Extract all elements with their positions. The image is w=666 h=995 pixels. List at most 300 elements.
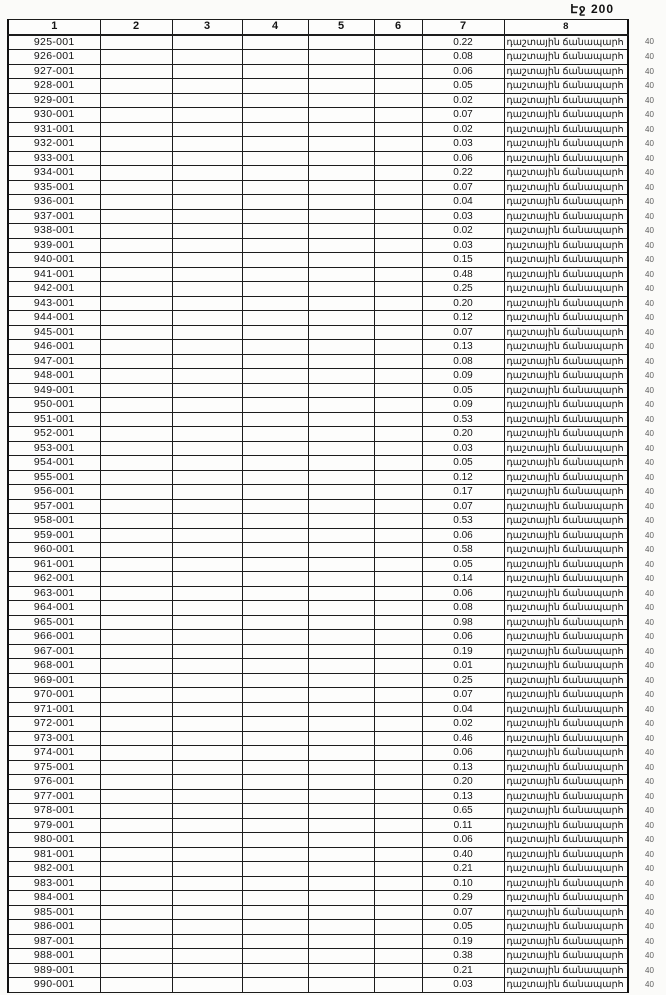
empty-cell-4 bbox=[242, 93, 308, 108]
row-id: 947-001 bbox=[8, 354, 100, 369]
empty-cell-2 bbox=[100, 383, 172, 398]
edge-fragment: 40 bbox=[645, 733, 654, 743]
empty-cell-4 bbox=[242, 876, 308, 891]
edge-fragment: 40 bbox=[645, 66, 654, 76]
empty-cell-3 bbox=[172, 108, 242, 123]
empty-cell-5 bbox=[308, 615, 374, 630]
empty-cell-6 bbox=[374, 122, 422, 137]
row-road-label: դաշտային ճանապարհ bbox=[504, 876, 628, 891]
row-value: 0.25 bbox=[422, 673, 504, 688]
empty-cell-3 bbox=[172, 354, 242, 369]
edge-fragment: 40 bbox=[645, 124, 654, 134]
empty-cell-6 bbox=[374, 282, 422, 297]
empty-cell-3 bbox=[172, 209, 242, 224]
empty-cell-6 bbox=[374, 383, 422, 398]
empty-cell-5 bbox=[308, 746, 374, 761]
empty-cell-2 bbox=[100, 601, 172, 616]
edge-fragment: 40 bbox=[645, 603, 654, 612]
empty-cell-6 bbox=[374, 79, 422, 94]
empty-cell-6 bbox=[374, 514, 422, 529]
empty-cell-5 bbox=[308, 847, 374, 862]
table-row bbox=[8, 804, 666, 819]
row-id: 939-001 bbox=[8, 238, 100, 253]
table-row bbox=[8, 876, 666, 891]
empty-cell-3 bbox=[172, 615, 242, 630]
empty-cell-2 bbox=[100, 224, 172, 239]
empty-cell-4 bbox=[242, 267, 308, 282]
empty-cell-2 bbox=[100, 325, 172, 340]
scan-margin-header bbox=[628, 20, 666, 35]
row-id: 937-001 bbox=[8, 209, 100, 224]
row-id: 972-001 bbox=[8, 717, 100, 732]
empty-cell-2 bbox=[100, 456, 172, 471]
edge-fragment: 40 bbox=[645, 487, 654, 496]
empty-cell-3 bbox=[172, 137, 242, 152]
empty-cell-2 bbox=[100, 760, 172, 775]
row-road-label: դաշտային ճանապարհ bbox=[504, 108, 628, 123]
table-row bbox=[8, 50, 666, 65]
table-row bbox=[8, 789, 666, 804]
row-id: 985-001 bbox=[8, 905, 100, 920]
empty-cell-4 bbox=[242, 644, 308, 659]
empty-cell-5 bbox=[308, 586, 374, 601]
row-road-label: դաշտային ճանապարհ bbox=[504, 267, 628, 282]
empty-cell-6 bbox=[374, 572, 422, 587]
empty-cell-4 bbox=[242, 108, 308, 123]
empty-cell-2 bbox=[100, 209, 172, 224]
empty-cell-2 bbox=[100, 920, 172, 935]
row-value: 0.05 bbox=[422, 920, 504, 935]
empty-cell-2 bbox=[100, 282, 172, 297]
edge-fragment: 40 bbox=[645, 878, 654, 888]
empty-cell-2 bbox=[100, 311, 172, 326]
row-road-label: դաշտային ճանապարհ bbox=[504, 209, 628, 224]
empty-cell-4 bbox=[242, 920, 308, 935]
row-road-label: դաշտային ճանապարհ bbox=[504, 499, 628, 514]
row-road-label: դաշտային ճանապարհ bbox=[504, 122, 628, 137]
row-id: 957-001 bbox=[8, 499, 100, 514]
row-id: 961-001 bbox=[8, 557, 100, 572]
row-road-label: դաշտային ճանապարհ bbox=[504, 789, 628, 804]
empty-cell-3 bbox=[172, 499, 242, 514]
empty-cell-2 bbox=[100, 514, 172, 529]
row-value: 0.06 bbox=[422, 746, 504, 761]
empty-cell-2 bbox=[100, 702, 172, 717]
empty-cell-5 bbox=[308, 514, 374, 529]
empty-cell-2 bbox=[100, 354, 172, 369]
row-road-label: դաշտային ճանապարհ bbox=[504, 93, 628, 108]
empty-cell-3 bbox=[172, 35, 242, 50]
empty-cell-4 bbox=[242, 340, 308, 355]
empty-cell-2 bbox=[100, 79, 172, 94]
edge-fragment: 40 bbox=[645, 835, 654, 844]
page-number-label: Էջ 200 bbox=[570, 2, 614, 16]
row-id: 977-001 bbox=[8, 789, 100, 804]
empty-cell-4 bbox=[242, 470, 308, 485]
row-id: 971-001 bbox=[8, 702, 100, 717]
row-id: 950-001 bbox=[8, 398, 100, 413]
row-id: 962-001 bbox=[8, 572, 100, 587]
row-value: 0.53 bbox=[422, 412, 504, 427]
edge-fragment: 40 bbox=[645, 646, 654, 656]
edge-fragment: 40 bbox=[645, 255, 654, 264]
empty-cell-2 bbox=[100, 485, 172, 500]
empty-cell-6 bbox=[374, 934, 422, 949]
table-row bbox=[8, 253, 666, 268]
empty-cell-2 bbox=[100, 818, 172, 833]
row-road-label: դաշտային ճանապարհ bbox=[504, 543, 628, 558]
table-row bbox=[8, 601, 666, 616]
edge-fragment: 40 bbox=[645, 52, 654, 61]
row-road-label: դաշտային ճանապարհ bbox=[504, 586, 628, 601]
row-road-label: դաշտային ճանապարհ bbox=[504, 528, 628, 543]
empty-cell-4 bbox=[242, 122, 308, 137]
edge-fragment: 40 bbox=[645, 226, 654, 235]
table-row bbox=[8, 862, 666, 877]
row-road-label: դաշտային ճանապարհ bbox=[504, 818, 628, 833]
empty-cell-5 bbox=[308, 296, 374, 311]
row-road-label: դաշտային ճանապարհ bbox=[504, 934, 628, 949]
empty-cell-3 bbox=[172, 282, 242, 297]
row-value: 0.05 bbox=[422, 557, 504, 572]
empty-cell-4 bbox=[242, 64, 308, 79]
row-id: 938-001 bbox=[8, 224, 100, 239]
table-row bbox=[8, 673, 666, 688]
row-value: 0.07 bbox=[422, 108, 504, 123]
empty-cell-4 bbox=[242, 731, 308, 746]
empty-cell-2 bbox=[100, 789, 172, 804]
row-road-label: դաշտային ճանապարհ bbox=[504, 760, 628, 775]
empty-cell-2 bbox=[100, 659, 172, 674]
empty-cell-5 bbox=[308, 35, 374, 50]
row-id: 958-001 bbox=[8, 514, 100, 529]
edge-fragment: 40 bbox=[645, 820, 654, 830]
table-row bbox=[8, 340, 666, 355]
row-id: 944-001 bbox=[8, 311, 100, 326]
empty-cell-6 bbox=[374, 195, 422, 210]
table-row bbox=[8, 122, 666, 137]
row-id: 934-001 bbox=[8, 166, 100, 181]
row-road-label: դաշտային ճանապարհ bbox=[504, 963, 628, 978]
row-road-label: դաշտային ճանապարհ bbox=[504, 688, 628, 703]
empty-cell-4 bbox=[242, 775, 308, 790]
column-header-8: 8 bbox=[504, 20, 628, 35]
empty-cell-6 bbox=[374, 50, 422, 65]
row-road-label: դաշտային ճանապարհ bbox=[504, 659, 628, 674]
edge-fragment: 40 bbox=[645, 545, 654, 554]
row-id: 949-001 bbox=[8, 383, 100, 398]
table-row bbox=[8, 543, 666, 558]
row-id: 963-001 bbox=[8, 586, 100, 601]
empty-cell-5 bbox=[308, 325, 374, 340]
empty-cell-4 bbox=[242, 398, 308, 413]
empty-cell-3 bbox=[172, 963, 242, 978]
row-value: 0.06 bbox=[422, 151, 504, 166]
empty-cell-2 bbox=[100, 644, 172, 659]
edge-fragment: 40 bbox=[645, 356, 654, 366]
row-value: 0.05 bbox=[422, 79, 504, 94]
empty-cell-3 bbox=[172, 412, 242, 427]
edge-fragment: 40 bbox=[645, 762, 654, 772]
edge-fragment: 40 bbox=[645, 313, 654, 322]
row-id: 974-001 bbox=[8, 746, 100, 761]
edge-fragment: 40 bbox=[645, 458, 654, 467]
empty-cell-5 bbox=[308, 891, 374, 906]
empty-cell-4 bbox=[242, 427, 308, 442]
table-row bbox=[8, 717, 666, 732]
empty-cell-5 bbox=[308, 195, 374, 210]
row-road-label: դաշտային ճանապարհ bbox=[504, 224, 628, 239]
empty-cell-6 bbox=[374, 862, 422, 877]
table-row bbox=[8, 528, 666, 543]
empty-cell-3 bbox=[172, 340, 242, 355]
empty-cell-4 bbox=[242, 369, 308, 384]
table-row bbox=[8, 354, 666, 369]
column-header-1: 1 bbox=[8, 20, 100, 35]
row-value: 0.06 bbox=[422, 64, 504, 79]
row-road-label: դաշտային ճանապարհ bbox=[504, 137, 628, 152]
row-id: 959-001 bbox=[8, 528, 100, 543]
empty-cell-5 bbox=[308, 876, 374, 891]
empty-cell-4 bbox=[242, 296, 308, 311]
table-row bbox=[8, 833, 666, 848]
row-road-label: դաշտային ճանապարհ bbox=[504, 151, 628, 166]
edge-fragment: 40 bbox=[645, 501, 654, 511]
empty-cell-6 bbox=[374, 456, 422, 471]
empty-cell-6 bbox=[374, 543, 422, 558]
table-row bbox=[8, 195, 666, 210]
empty-cell-2 bbox=[100, 833, 172, 848]
empty-cell-5 bbox=[308, 209, 374, 224]
empty-cell-4 bbox=[242, 601, 308, 616]
row-id: 983-001 bbox=[8, 876, 100, 891]
empty-cell-3 bbox=[172, 441, 242, 456]
table-row bbox=[8, 949, 666, 964]
row-id: 984-001 bbox=[8, 891, 100, 906]
empty-cell-4 bbox=[242, 180, 308, 195]
empty-cell-3 bbox=[172, 862, 242, 877]
table-row bbox=[8, 731, 666, 746]
empty-cell-2 bbox=[100, 876, 172, 891]
empty-cell-3 bbox=[172, 760, 242, 775]
edge-fragment: 40 bbox=[645, 211, 654, 221]
empty-cell-3 bbox=[172, 224, 242, 239]
edge-fragment: 40 bbox=[645, 153, 654, 163]
row-road-label: դաշտային ճանապարհ bbox=[504, 615, 628, 630]
header-row bbox=[8, 20, 666, 35]
empty-cell-5 bbox=[308, 427, 374, 442]
empty-cell-5 bbox=[308, 833, 374, 848]
row-road-label: դաշտային ճանապարհ bbox=[504, 630, 628, 645]
empty-cell-6 bbox=[374, 35, 422, 50]
table-row bbox=[8, 311, 666, 326]
empty-cell-6 bbox=[374, 412, 422, 427]
empty-cell-4 bbox=[242, 905, 308, 920]
row-value: 0.04 bbox=[422, 702, 504, 717]
row-road-label: դաշտային ճանապարհ bbox=[504, 717, 628, 732]
row-value: 0.02 bbox=[422, 122, 504, 137]
empty-cell-3 bbox=[172, 876, 242, 891]
edge-fragment: 40 bbox=[645, 240, 654, 250]
empty-cell-3 bbox=[172, 818, 242, 833]
row-id: 931-001 bbox=[8, 122, 100, 137]
empty-cell-6 bbox=[374, 905, 422, 920]
table-row bbox=[8, 209, 666, 224]
empty-cell-5 bbox=[308, 673, 374, 688]
table-row bbox=[8, 79, 666, 94]
empty-cell-6 bbox=[374, 833, 422, 848]
table-row bbox=[8, 702, 666, 717]
row-id: 930-001 bbox=[8, 108, 100, 123]
row-value: 0.48 bbox=[422, 267, 504, 282]
edge-fragment: 40 bbox=[645, 632, 654, 641]
empty-cell-4 bbox=[242, 253, 308, 268]
empty-cell-4 bbox=[242, 760, 308, 775]
row-road-label: դաշտային ճանապարհ bbox=[504, 905, 628, 920]
empty-cell-2 bbox=[100, 615, 172, 630]
row-id: 966-001 bbox=[8, 630, 100, 645]
table-row bbox=[8, 891, 666, 906]
empty-cell-2 bbox=[100, 441, 172, 456]
table-row bbox=[8, 485, 666, 500]
empty-cell-4 bbox=[242, 528, 308, 543]
row-road-label: դաշտային ճանապարհ bbox=[504, 920, 628, 935]
row-value: 0.08 bbox=[422, 601, 504, 616]
edge-fragment: 40 bbox=[645, 864, 654, 873]
row-road-label: դաշտային ճանապարհ bbox=[504, 572, 628, 587]
empty-cell-5 bbox=[308, 528, 374, 543]
empty-cell-5 bbox=[308, 543, 374, 558]
empty-cell-3 bbox=[172, 833, 242, 848]
empty-cell-2 bbox=[100, 862, 172, 877]
row-id: 927-001 bbox=[8, 64, 100, 79]
empty-cell-2 bbox=[100, 267, 172, 282]
empty-cell-2 bbox=[100, 717, 172, 732]
empty-cell-3 bbox=[172, 920, 242, 935]
table-row bbox=[8, 470, 666, 485]
empty-cell-3 bbox=[172, 267, 242, 282]
empty-cell-3 bbox=[172, 195, 242, 210]
row-road-label: դաշտային ճանապարհ bbox=[504, 862, 628, 877]
row-value: 0.17 bbox=[422, 485, 504, 500]
edge-fragment: 40 bbox=[645, 893, 654, 902]
table-row bbox=[8, 818, 666, 833]
row-value: 0.06 bbox=[422, 630, 504, 645]
row-id: 980-001 bbox=[8, 833, 100, 848]
empty-cell-3 bbox=[172, 731, 242, 746]
row-id: 954-001 bbox=[8, 456, 100, 471]
empty-cell-4 bbox=[242, 891, 308, 906]
empty-cell-5 bbox=[308, 775, 374, 790]
row-road-label: դաշտային ճանապարհ bbox=[504, 731, 628, 746]
empty-cell-4 bbox=[242, 441, 308, 456]
row-id: 979-001 bbox=[8, 818, 100, 833]
row-value: 0.09 bbox=[422, 398, 504, 413]
empty-cell-2 bbox=[100, 93, 172, 108]
empty-cell-6 bbox=[374, 789, 422, 804]
edge-fragment: 40 bbox=[645, 371, 654, 380]
empty-cell-2 bbox=[100, 804, 172, 819]
empty-cell-3 bbox=[172, 514, 242, 529]
empty-cell-2 bbox=[100, 412, 172, 427]
row-road-label: դաշտային ճանապարհ bbox=[504, 833, 628, 848]
edge-fragment: 40 bbox=[645, 936, 654, 946]
row-value: 0.46 bbox=[422, 731, 504, 746]
table-row bbox=[8, 325, 666, 340]
empty-cell-3 bbox=[172, 557, 242, 572]
row-id: 926-001 bbox=[8, 50, 100, 65]
empty-cell-6 bbox=[374, 325, 422, 340]
empty-cell-4 bbox=[242, 238, 308, 253]
row-id: 968-001 bbox=[8, 659, 100, 674]
edge-fragment: 40 bbox=[645, 37, 654, 47]
edge-fragment: 40 bbox=[645, 110, 654, 119]
edge-fragment: 40 bbox=[645, 922, 654, 931]
row-value: 0.13 bbox=[422, 340, 504, 355]
table-row bbox=[8, 963, 666, 978]
edge-fragment: 40 bbox=[645, 182, 654, 192]
empty-cell-4 bbox=[242, 630, 308, 645]
row-value: 0.13 bbox=[422, 760, 504, 775]
empty-cell-2 bbox=[100, 586, 172, 601]
row-value: 0.20 bbox=[422, 427, 504, 442]
empty-cell-5 bbox=[308, 166, 374, 181]
row-id: 986-001 bbox=[8, 920, 100, 935]
empty-cell-5 bbox=[308, 934, 374, 949]
empty-cell-5 bbox=[308, 412, 374, 427]
empty-cell-6 bbox=[374, 949, 422, 964]
row-value: 0.20 bbox=[422, 296, 504, 311]
empty-cell-5 bbox=[308, 978, 374, 993]
row-road-label: դաշտային ճանապարհ bbox=[504, 195, 628, 210]
row-road-label: դաշտային ճանապարհ bbox=[504, 64, 628, 79]
row-id: 989-001 bbox=[8, 963, 100, 978]
row-value: 0.03 bbox=[422, 137, 504, 152]
empty-cell-4 bbox=[242, 746, 308, 761]
row-id: 990-001 bbox=[8, 978, 100, 993]
empty-cell-5 bbox=[308, 659, 374, 674]
row-road-label: դաշտային ճանապարհ bbox=[504, 50, 628, 65]
empty-cell-4 bbox=[242, 862, 308, 877]
edge-fragment: 40 bbox=[645, 269, 654, 279]
row-id: 925-001 bbox=[8, 35, 100, 50]
empty-cell-2 bbox=[100, 688, 172, 703]
empty-cell-6 bbox=[374, 557, 422, 572]
empty-cell-2 bbox=[100, 108, 172, 123]
row-value: 0.40 bbox=[422, 847, 504, 862]
row-road-label: դաշտային ճանապարհ bbox=[504, 601, 628, 616]
row-road-label: դաշտային ճանապարհ bbox=[504, 891, 628, 906]
empty-cell-3 bbox=[172, 891, 242, 906]
empty-cell-6 bbox=[374, 876, 422, 891]
row-value: 0.09 bbox=[422, 369, 504, 384]
empty-cell-4 bbox=[242, 688, 308, 703]
empty-cell-5 bbox=[308, 383, 374, 398]
empty-cell-6 bbox=[374, 499, 422, 514]
empty-cell-4 bbox=[242, 978, 308, 993]
row-value: 0.05 bbox=[422, 456, 504, 471]
empty-cell-2 bbox=[100, 891, 172, 906]
empty-cell-2 bbox=[100, 746, 172, 761]
table-row bbox=[8, 224, 666, 239]
row-road-label: դաշտային ճանապարհ bbox=[504, 253, 628, 268]
row-value: 0.03 bbox=[422, 441, 504, 456]
edge-fragment: 40 bbox=[645, 951, 654, 960]
edge-fragment: 40 bbox=[645, 791, 654, 801]
empty-cell-4 bbox=[242, 282, 308, 297]
empty-cell-4 bbox=[242, 514, 308, 529]
row-id: 951-001 bbox=[8, 412, 100, 427]
